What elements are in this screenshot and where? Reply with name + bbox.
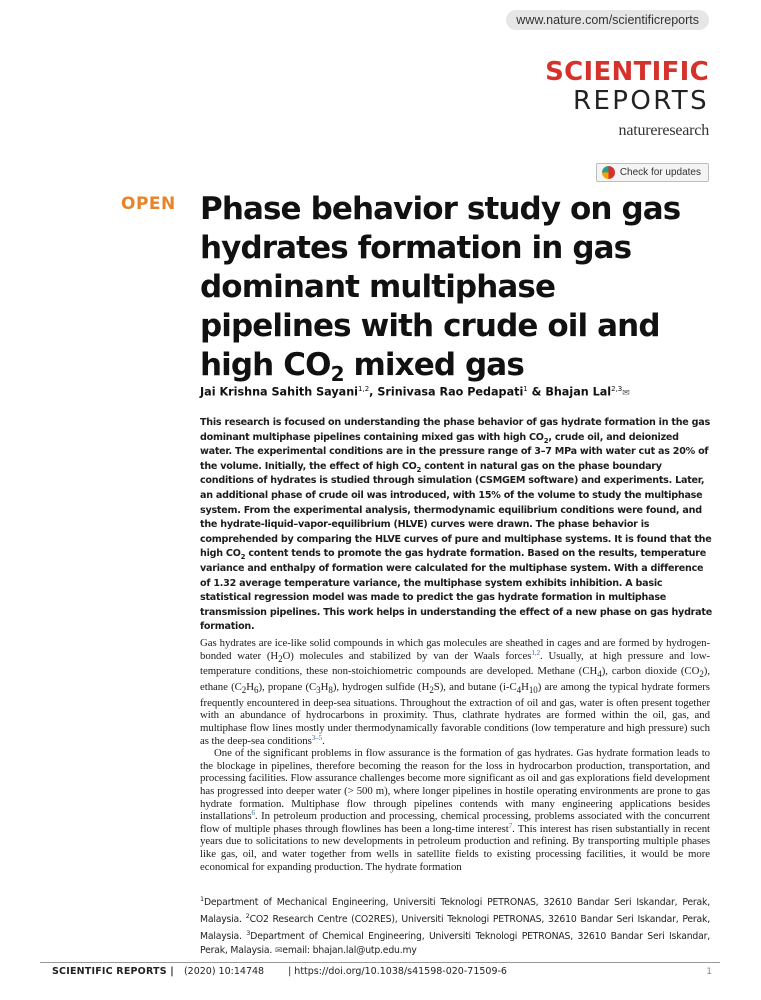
affiliations: $^1$Department of Mechanical Engineering, Universiti Teknologi PETRONAS, 32610 Bandar Seri Iskandar, Perak, Malaysia. $^2$CO2 Research Centre (CO2RES), Universiti Teknologi PETRONAS, 32610 Bandar Seri Iskandar, Perak, Malaysia. $^3$Department of Chemical Engineering, Universiti Teknologi PETRONAS, 32610 Bandar Seri Iskandar, Perak, Malaysia. ✉email: bhajan.lal@utp.edu.my: [200, 895, 710, 956]
logo-line-scientific: SCIENTIFIC: [545, 57, 709, 87]
footer-journal: SCIENTIFIC REPORTS |: [52, 966, 174, 977]
logo-line-reports: REPORTS: [573, 86, 709, 116]
footer-divider: [40, 962, 720, 963]
publisher-name: natureresearch: [618, 122, 709, 139]
abstract: This research is focused on understanding the phase behavior of gas hydrate formation in the gas dominant multiphase pipelines containing mixed gas with high $CO_2$, crude oil, and deionized water. The experimental conditions are in the pressure range of 3–7 MPa with water cut as 20% of the volume. Initially, the effect of high $CO_2$ content in natural gas on the phase boundary conditions of hydrates is studied through simulation (CSMGEM software) and experiments. Later, an additional phase of crude oil was introduced, with 15% of the volume to study the multiphase system. From the experimental analysis, thermodynamic equilibrium conditions were found, and the hydrate-liquid–vapor-equilibrium (HLVE) curves were drawn. The phase behavior is comprehended by comparing the HLVE curves of pure and multiphase systems. It is found that the high $CO_2$ content tends to promote the gas hydrate formation. Based on the results, temperature variance and enthalpy of formation were calculated for the multiphase system. With a difference of 1.32 average temperature variance, the multiphase system exhibits inhibition. A basic statistical regression model was made to predict the gas hydrate formation in multiphase transmission pipelines. This work helps in understanding the effect of a new phase on gas hydrate formation.: [200, 417, 712, 633]
citation-link[interactable]: 1,2: [531, 648, 541, 657]
article-title: Phase behavior study on gas hydrates formation in gas dominant multiphase pipelines with crude oil and high $CO_2$ mixed gas: [200, 191, 681, 386]
body-paragraph: Gas hydrates are ice-like solid compounds in which gas molecules are sheathed in cages and are formed by hydrogen-bonded water $(H_2O)$ molecules and stabilized by van der Waals forces$^{1,2}$. Usually, at high pressure and low-temperature conditions, these non-stoichiometric compounds are developed. Methane $(CH_4)$, carbon dioxide $(CO_2)$, ethane $(C_2H_6)$, propane $(C_3H_8)$, hydrogen sulfide $(H_2S)$, and butane $(i-C_4H_{10})$ are among the typical hydrate formers frequently encountered in deep-sea situations. Throughout the extraction of oil and gas, water is often present together with an abundance of hydrocarbons in proximity. Thus, clathrate hydrates are formed within the oil, gas, and multiphase flow lines mostly under thermodynamically favorable conditions (low temperature and high pressure) such as the deep-sea conditions$^{3-5}$.: [200, 637, 710, 747]
footer-doi-link[interactable]: | https://doi.org/10.1038/s41598-020-71509-6: [288, 966, 507, 977]
citation-link[interactable]: 6: [251, 809, 255, 818]
check-for-updates-label: Check for updates: [619, 167, 701, 178]
crossmark-icon: [602, 166, 615, 179]
check-for-updates-button[interactable]: [596, 163, 709, 182]
corresponding-email[interactable]: email: bhajan.lal@utp.edu.my: [282, 944, 417, 956]
journal-url[interactable]: www.nature.com/scientificreports: [506, 10, 709, 30]
journal-logo: [545, 58, 709, 140]
open-access-label: OPEN: [121, 194, 176, 214]
author-name[interactable]: Jai Krishna Sahith Sayani: [200, 385, 359, 399]
page-number: 1: [706, 966, 712, 977]
body-paragraph: One of the significant problems in flow assurance is the formation of gas hydrates. Gas hydrate formation leads to the blockage in pipelines, therefore becoming the reason for the loss in hydrocarbon production, transportation, and processing facilities. Flow assurance challenges become more significant as oil and gas explorations field development has progressed into deeper water (> 500 m), where longer pipelines in hostile operating environments are prone to gas hydrate formation. Multiphase flow through pipelines contends with many engineering applications besides installations$^6$. In petroleum production and processing, chemical processing, problems associated with the concurrent flow of multiple phases through flowlines has been a long-time interest$^7$. This interest has risen substantially in recent years due to solicitations to new developments in petroleum production and refining. By transporting multiple phases like gas, oil, and water together from wells in satellite fields to existing processing facilities, it would be more economical for expanding production. The hydrate formation: [200, 747, 711, 873]
page-footer: [52, 966, 712, 977]
author-list: Jai Krishna Sahith Sayani$^{1,2}$, Srinivasa Rao Pedapati$^1$ & Bhajan Lal$^{2,3}$✉: [200, 385, 630, 399]
email-icon: ✉: [274, 945, 283, 956]
email-icon[interactable]: ✉: [622, 388, 630, 399]
footer-year-volume: (2020) 10:14748: [183, 966, 265, 977]
author-name[interactable]: Srinivasa Rao Pedapati: [377, 385, 524, 399]
body-text: [200, 637, 710, 873]
citation-link[interactable]: 3–5: [311, 733, 323, 742]
citation-link[interactable]: 7: [508, 821, 513, 830]
author-name[interactable]: Bhajan Lal: [545, 385, 612, 399]
